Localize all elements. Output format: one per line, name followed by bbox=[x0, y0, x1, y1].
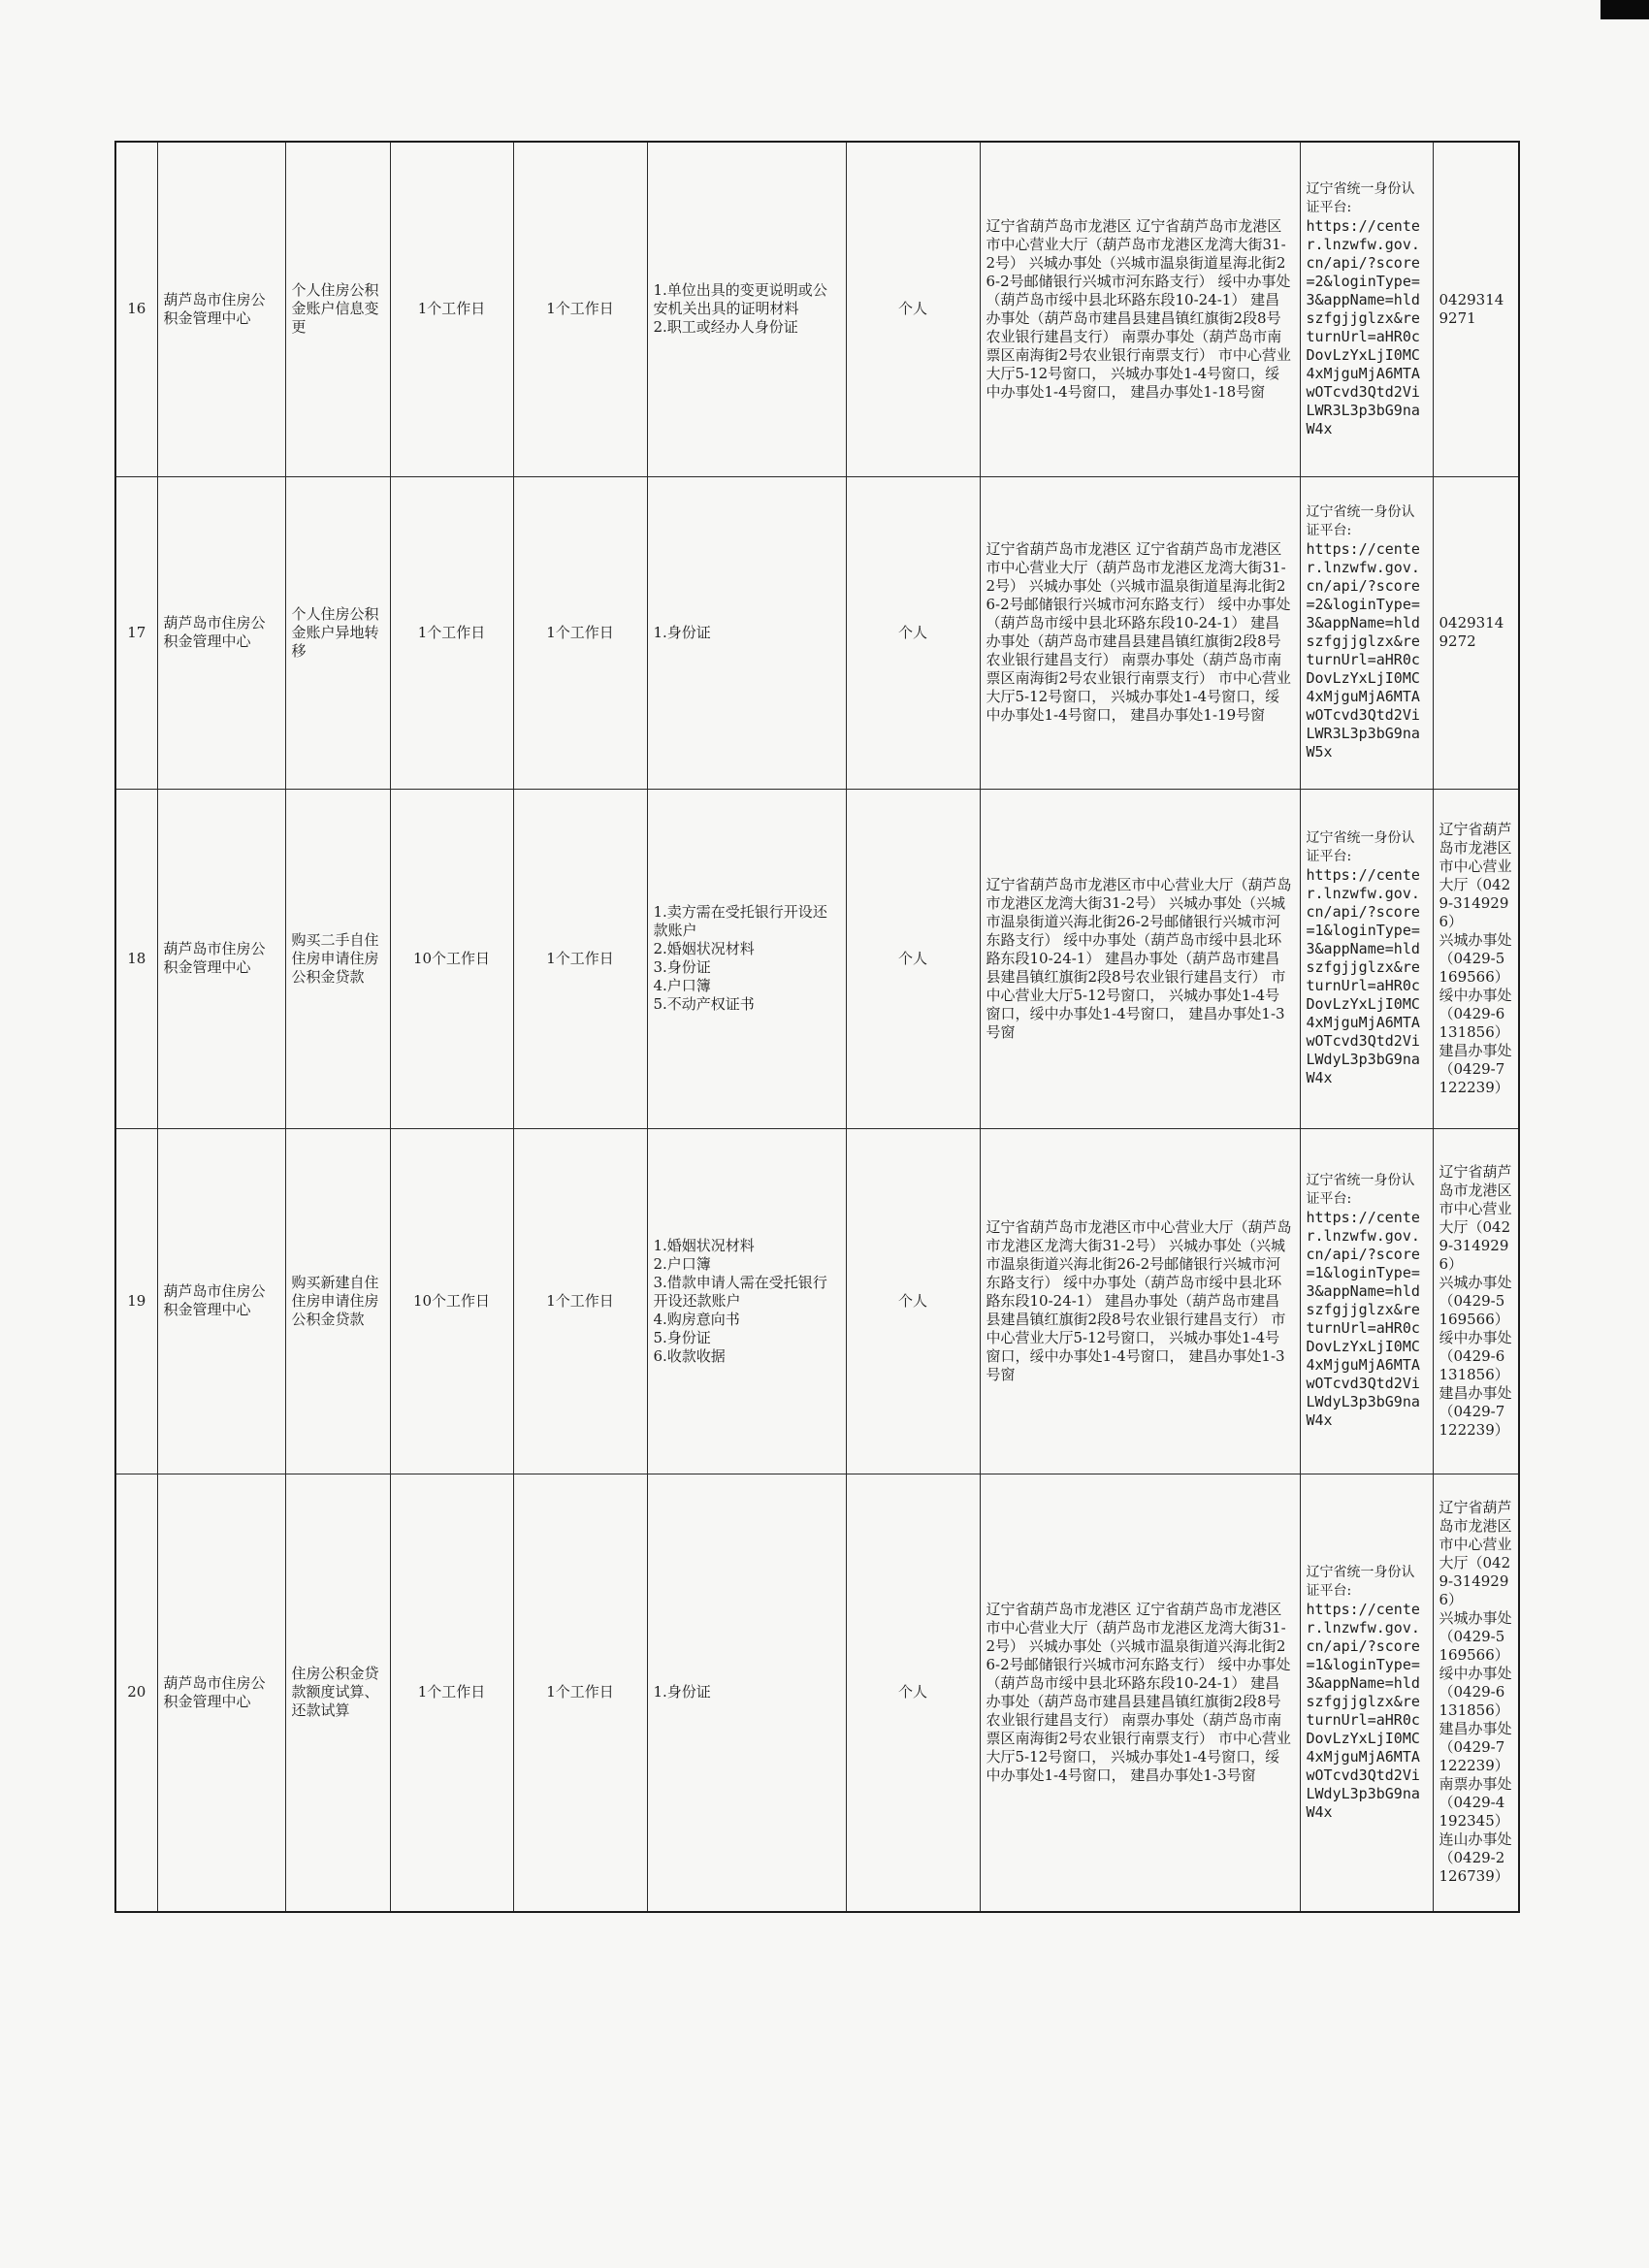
phone-entry: 04293149271 bbox=[1439, 290, 1504, 327]
service-item-name: 购买二手自住住房申请住房公积金贷款 bbox=[285, 789, 390, 1128]
phone-entry: 辽宁省葫芦岛市龙港区市中心营业大厅（0429-3149296） bbox=[1439, 1162, 1512, 1273]
material-item: 6.收款收据 bbox=[653, 1346, 726, 1365]
implementing-org: 葫芦岛市住房公积金管理中心 bbox=[157, 1474, 285, 1912]
phone-entry: 兴城办事处（0429-5169566） bbox=[1439, 930, 1512, 986]
table-row bbox=[115, 1474, 1519, 1912]
consult-phone bbox=[1433, 142, 1519, 476]
handling-location: 辽宁省葫芦岛市龙港区市中心营业大厅（葫芦岛市龙港区龙湾大街31-2号） 兴城办事处（兴城市温泉街道兴海北街26-2号邮储银行兴城市河东路支行） 绥中办事处（葫芦岛市绥中县北环路东段10-24-1） 建昌办事处（葫芦岛市建昌县建昌镇红旗街2段8号农业银行建昌支行） 市中心营业大厅5-12号窗口， 兴城办事处1-4号窗口，绥中办事处1-4号窗口， 建昌办事处1-3号窗 bbox=[980, 1128, 1300, 1474]
phone-entry: 绥中办事处（0429-6131856） bbox=[1439, 1665, 1512, 1720]
phone-entry: 连山办事处（0429-2126739） bbox=[1439, 1831, 1512, 1886]
material-item: 2.户口簿 bbox=[653, 1254, 711, 1273]
online-platform bbox=[1300, 1474, 1433, 1912]
material-item: 3.身份证 bbox=[653, 958, 711, 976]
legal-time-limit: 10个工作日 bbox=[390, 1128, 513, 1474]
required-materials bbox=[647, 1474, 846, 1912]
required-materials bbox=[647, 142, 846, 476]
material-item: 5.身份证 bbox=[653, 1328, 711, 1346]
phone-entry: 兴城办事处（0429-5169566） bbox=[1439, 1609, 1512, 1665]
service-item-name: 个人住房公积金账户异地转移 bbox=[285, 476, 390, 789]
scan-corner-mark bbox=[1600, 0, 1649, 19]
legal-time-limit: 1个工作日 bbox=[390, 476, 513, 789]
service-item-name: 个人住房公积金账户信息变更 bbox=[285, 142, 390, 476]
consult-phone bbox=[1433, 789, 1519, 1128]
promise-time-limit: 1个工作日 bbox=[513, 142, 647, 476]
phone-entry: 绥中办事处（0429-6131856） bbox=[1439, 986, 1512, 1041]
platform-url-link[interactable]: https://center.lnzwfw.gov.cn/api/?score=2&loginType=3&appName=hldszfgjjglzx&returnUrl=aHR0cDovLzYxLjI0MC4xMjguMjA6MTAwOTcvd3Qtd2ViLWR3L3p3bG9naW4x bbox=[1306, 216, 1420, 437]
platform-label: 辽宁省统一身份认证平台: bbox=[1306, 1564, 1415, 1599]
row-number: 19 bbox=[115, 1128, 157, 1474]
platform-url-link[interactable]: https://center.lnzwfw.gov.cn/api/?score=1&loginType=3&appName=hldszfgjjglzx&returnUrl=aHR0cDovLzYxLjI0MC4xMjguMjA6MTAwOTcvd3Qtd2ViLWdyL3p3bG9naW4x bbox=[1306, 1209, 1420, 1429]
material-item: 2.婚姻状况材料 bbox=[653, 940, 755, 957]
row-number: 20 bbox=[115, 1474, 157, 1912]
platform-label: 辽宁省统一身份认证平台: bbox=[1306, 830, 1415, 864]
table-row bbox=[115, 789, 1519, 1128]
material-item: 1.单位出具的变更说明或公安机关出具的证明材料 bbox=[653, 281, 827, 318]
service-item-name: 住房公积金贷款额度试算、还款试算 bbox=[285, 1474, 390, 1912]
online-platform bbox=[1300, 789, 1433, 1128]
material-item: 1.身份证 bbox=[653, 1683, 711, 1701]
platform-url-link[interactable]: https://center.lnzwfw.gov.cn/api/?score=1&loginType=3&appName=hldszfgjjglzx&returnUrl=aHR0cDovLzYxLjI0MC4xMjguMjA6MTAwOTcvd3Qtd2ViLWdyL3p3bG9naW4x bbox=[1306, 1600, 1420, 1821]
material-item: 5.不动产权证书 bbox=[653, 995, 755, 1013]
handling-location: 辽宁省葫芦岛市龙港区 辽宁省葫芦岛市龙港区 市中心营业大厅（葫芦岛市龙港区龙湾大街31-2号） 兴城办事处（兴城市温泉街道星海北街26-2号邮储银行兴城市河东路支行） 绥中办事处（葫芦岛市绥中县北环路东段10-24-1） 建昌办事处（葫芦岛市建昌县建昌镇红旗街2段8号农业银行建昌支行） 南票办事处（葫芦岛市南票区南海街2号农业银行南票支行） 市中心营业大厅5-12号窗口， 兴城办事处1-4号窗口，绥中办事处1-4号窗口， 建昌办事处1-19号窗 bbox=[980, 476, 1300, 789]
phone-entry: 绥中办事处（0429-6131856） bbox=[1439, 1328, 1512, 1383]
consult-phone bbox=[1433, 476, 1519, 789]
phone-entry: 建昌办事处（0429-7122239） bbox=[1439, 1041, 1512, 1096]
platform-url-link[interactable]: https://center.lnzwfw.gov.cn/api/?score=1&loginType=3&appName=hldszfgjjglzx&returnUrl=aHR0cDovLzYxLjI0MC4xMjguMjA6MTAwOTcvd3Qtd2ViLWdyL3p3bG9naW4x bbox=[1306, 866, 1420, 1086]
platform-url-link[interactable]: https://center.lnzwfw.gov.cn/api/?score=2&loginType=3&appName=hldszfgjjglzx&returnUrl=aHR0cDovLzYxLjI0MC4xMjguMjA6MTAwOTcvd3Qtd2ViLWR3L3p3bG9naW5x bbox=[1306, 540, 1420, 761]
phone-entry: 04293149272 bbox=[1439, 614, 1504, 650]
phone-entry: 建昌办事处（0429-7122239） bbox=[1439, 1720, 1512, 1775]
material-item: 2.职工或经办人身份证 bbox=[653, 318, 798, 337]
service-target: 个人 bbox=[846, 789, 980, 1128]
legal-time-limit: 1个工作日 bbox=[390, 1474, 513, 1912]
phone-entry: 兴城办事处（0429-5169566） bbox=[1439, 1273, 1512, 1328]
table-body bbox=[115, 142, 1519, 1912]
online-platform bbox=[1300, 142, 1433, 476]
handling-location: 辽宁省葫芦岛市龙港区 辽宁省葫芦岛市龙港区 市中心营业大厅（葫芦岛市龙港区龙湾大街31-2号） 兴城办事处（兴城市温泉街道兴海北街26-2号邮储银行兴城市河东路支行） 绥中办事处（葫芦岛市绥中县北环路东段10-24-1） 建昌办事处（葫芦岛市建昌县建昌镇红旗街2段8号农业银行建昌支行） 南票办事处（葫芦岛市南票区南海街2号农业银行南票支行） 市中心营业大厅5-12号窗口， 兴城办事处1-4号窗口，绥中办事处1-4号窗口， 建昌办事处1-3号窗 bbox=[980, 1474, 1300, 1912]
table-row bbox=[115, 1128, 1519, 1474]
implementing-org: 葫芦岛市住房公积金管理中心 bbox=[157, 789, 285, 1128]
promise-time-limit: 1个工作日 bbox=[513, 1128, 647, 1474]
service-target: 个人 bbox=[846, 142, 980, 476]
required-materials bbox=[647, 789, 846, 1128]
material-item: 1.婚姻状况材料 bbox=[653, 1236, 755, 1254]
service-target: 个人 bbox=[846, 1128, 980, 1474]
consult-phone bbox=[1433, 1474, 1519, 1912]
promise-time-limit: 1个工作日 bbox=[513, 789, 647, 1128]
service-item-name: 购买新建自住住房申请住房公积金贷款 bbox=[285, 1128, 390, 1474]
handling-location: 辽宁省葫芦岛市龙港区 辽宁省葫芦岛市龙港区 市中心营业大厅（葫芦岛市龙港区龙湾大街31-2号） 兴城办事处（兴城市温泉街道星海北街26-2号邮储银行兴城市河东路支行） 绥中办事处（葫芦岛市绥中县北环路东段10-24-1） 建昌办事处（葫芦岛市建昌县建昌镇红旗街2段8号农业银行建昌支行） 南票办事处（葫芦岛市南票区南海街2号农业银行南票支行） 市中心营业大厅5-12号窗口， 兴城办事处1-4号窗口，绥中办事处1-4号窗口， 建昌办事处1-18号窗 bbox=[980, 142, 1300, 476]
phone-entry: 建昌办事处（0429-7122239） bbox=[1439, 1383, 1512, 1439]
material-item: 4.购房意向书 bbox=[653, 1310, 740, 1328]
phone-entry: 辽宁省葫芦岛市龙港区市中心营业大厅（0429-3149296） bbox=[1439, 1499, 1512, 1609]
row-number: 18 bbox=[115, 789, 157, 1128]
online-platform bbox=[1300, 476, 1433, 789]
implementing-org: 葫芦岛市住房公积金管理中心 bbox=[157, 476, 285, 789]
promise-time-limit: 1个工作日 bbox=[513, 476, 647, 789]
handling-location: 辽宁省葫芦岛市龙港区市中心营业大厅（葫芦岛市龙港区龙湾大街31-2号） 兴城办事处（兴城市温泉街道兴海北街26-2号邮储银行兴城市河东路支行） 绥中办事处（葫芦岛市绥中县北环路东段10-24-1） 建昌办事处（葫芦岛市建昌县建昌镇红旗街2段8号农业银行建昌支行） 市中心营业大厅5-12号窗口， 兴城办事处1-4号窗口，绥中办事处1-4号窗口， 建昌办事处1-3号窗 bbox=[980, 789, 1300, 1128]
promise-time-limit: 1个工作日 bbox=[513, 1474, 647, 1912]
material-item: 4.户口簿 bbox=[653, 977, 711, 994]
required-materials bbox=[647, 1128, 846, 1474]
row-number: 16 bbox=[115, 142, 157, 476]
row-number: 17 bbox=[115, 476, 157, 789]
platform-label: 辽宁省统一身份认证平台: bbox=[1306, 180, 1415, 215]
phone-entry: 辽宁省葫芦岛市龙港区市中心营业大厅（0429-3149296） bbox=[1439, 820, 1512, 930]
platform-label: 辽宁省统一身份认证平台: bbox=[1306, 504, 1415, 538]
service-target: 个人 bbox=[846, 476, 980, 789]
required-materials bbox=[647, 476, 846, 789]
online-platform bbox=[1300, 1128, 1433, 1474]
service-items-table bbox=[114, 141, 1520, 1913]
implementing-org: 葫芦岛市住房公积金管理中心 bbox=[157, 1128, 285, 1474]
consult-phone bbox=[1433, 1128, 1519, 1474]
table-row bbox=[115, 142, 1519, 476]
service-target: 个人 bbox=[846, 1474, 980, 1912]
platform-label: 辽宁省统一身份认证平台: bbox=[1306, 1173, 1415, 1207]
implementing-org: 葫芦岛市住房公积金管理中心 bbox=[157, 142, 285, 476]
material-item: 3.借款申请人需在受托银行开设还款账户 bbox=[653, 1273, 827, 1310]
legal-time-limit: 10个工作日 bbox=[390, 789, 513, 1128]
material-item: 1.卖方需在受托银行开设还款账户 bbox=[653, 903, 827, 939]
table-row bbox=[115, 476, 1519, 789]
legal-time-limit: 1个工作日 bbox=[390, 142, 513, 476]
phone-entry: 南票办事处（0429-4192345） bbox=[1439, 1775, 1512, 1831]
material-item: 1.身份证 bbox=[653, 623, 711, 641]
